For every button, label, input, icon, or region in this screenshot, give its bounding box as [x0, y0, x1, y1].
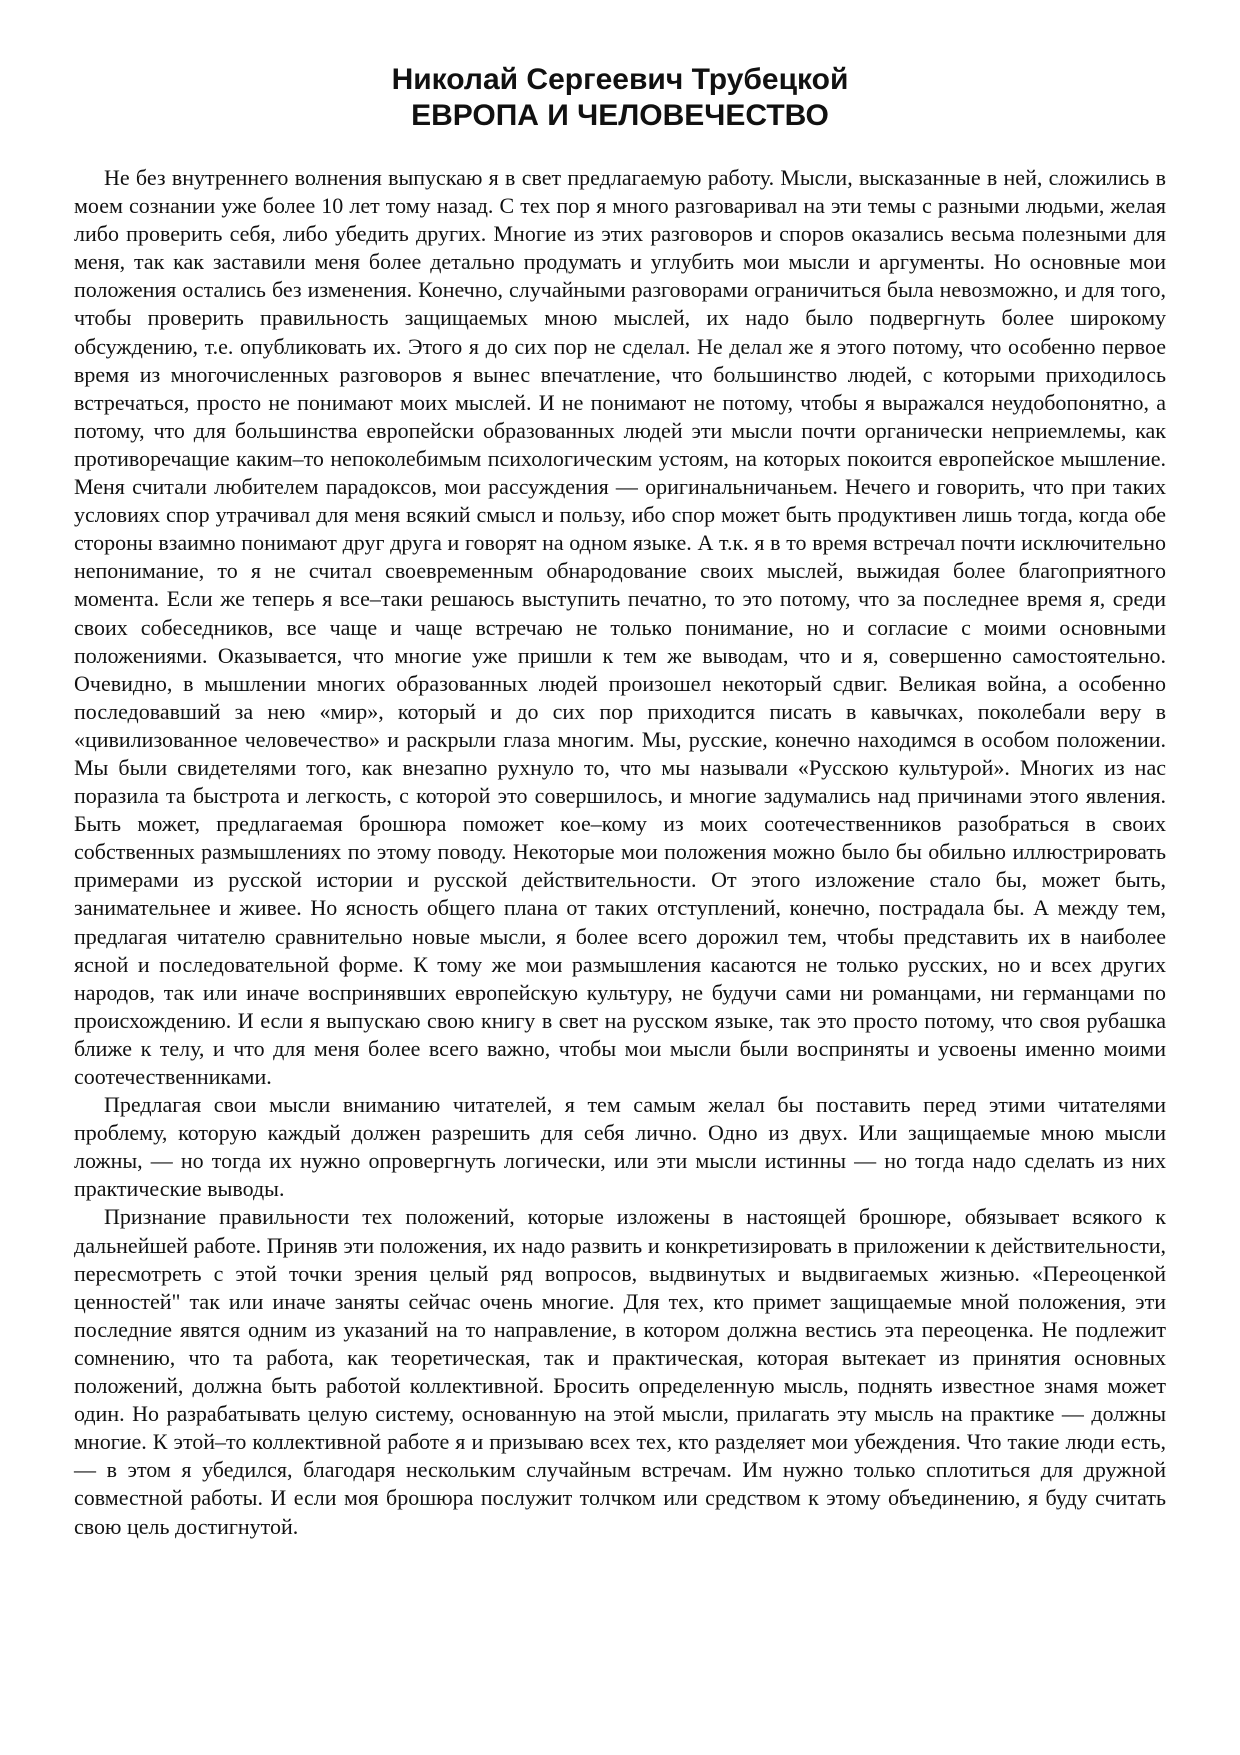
- document-header: [0, 62, 1240, 134]
- document-title: ЕВРОПА И ЧЕЛОВЕЧЕСТВО: [411, 99, 829, 132]
- paragraph-2: Предлагая свои мысли вниманию читателей, я тем самым желал бы поставить перед этими читателями проблему, которую каждый должен разрешить для себя лично. Одно из двух. Или защищаемые мною мысли ложны, — но тогда их нужно опровергнуть логически, или эти мысли истинны — но тогда надо сделать из них практические выводы.: [74, 1092, 1166, 1202]
- paragraph-3: Признание правильности тех положений, которые изложены в настоящей брошюре, обязывает всякого к дальнейшей работе. Приняв эти положения, их надо развить и конкретизировать в приложении к действительности, пересмотреть с этой точки зрения целый ряд вопросов, выдвинутых и выдвигаемых жизнью. «Переоценкой ценностей" так или иначе заняты сейчас очень многие. Для тех, кто примет защищаемые мной положения, эти последние явятся одним из указаний на то направление, в котором должна вестись эта переоценка. Не подлежит сомнению, что та работа, как теоретическая, так и практическая, которая вытекает из принятия основных положений, должна быть работой коллективной. Бросить определенную мысль, поднять известное знамя может один. Но разрабатывать целую систему, основанную на этой мысли, прилагать эту мысль на практике — должны многие. К этой–то коллективной работе я и призываю всех тех, кто разделяет мои убеждения. Что такие люди есть, — в этом я убедился, благодаря нескольким случайным встречам. Им нужно только сплотиться для дружной совместной работы. И если моя брошюра послужит толчком или средством к этому объединению, я буду считать свою цель достигнутой.: [74, 1204, 1166, 1539]
- document-body: [74, 164, 1166, 1541]
- author-name: Николай Сергеевич Трубецкой: [391, 63, 849, 96]
- paragraph-1: Не без внутреннего волнения выпускаю я в свет предлагаемую работу. Мысли, высказанные в ней, сложились в моем сознании уже более 10 лет тому назад. С тех пор я много разговаривал на эти темы с разными людьми, желая либо проверить себя, либо убедить других. Многие из этих разговоров и споров оказались весьма полезными для меня, так как заставили меня более детально продумать и углубить мои мысли и аргументы. Но основные мои положения остались без изменения. Конечно, случайными разговорами ограничиться была невозможно, и для того, чтобы проверить правильность защищаемых мною мыслей, их надо было подвергнуть более широкому обсуждению, т.е. опубликовать их. Этого я до сих пор не сделал. Не делал же я этого потому, что особенно первое время из многочисленных разговоров я вынес впечатление, что большинство людей, с которыми приходилось встречаться, просто не понимают моих мыслей. И не понимают не потому, чтобы я выражался неудобопонятно, а потому, что для большинства европейски образованных людей эти мысли почти органически неприемлемы, как противоречащие каким–то непоколебимым психологическим устоям, на которых покоится европейское мышление. Меня считали любителем парадоксов, мои рассуждения — оригинальничаньем. Нечего и говорить, что при таких условиях спор утрачивал для меня всякий смысл и пользу, ибо спор может быть продуктивен лишь тогда, когда обе стороны взаимно понимают друг друга и говорят на одном языке. А т.к. я в то время встречал почти исключительно непонимание, то я не считал своевременным обнародование своих мыслей, выжидая более благоприятного момента. Если же теперь я все–таки решаюсь выступить печатно, то это потому, что за последнее время я, среди своих собеседников, все чаще и чаще встречаю не только понимание, но и согласие с моими основными положениями. Оказывается, что многие уже пришли к тем же выводам, что и я, совершенно самостоятельно. Очевидно, в мышлении многих образованных людей произошел некоторый сдвиг. Великая война, а особенно последовавший за нею «мир», который и до сих пор приходится писать в кавычках, поколебали веру в «цивилизованное человечество» и раскрыли глаза многим. Мы, русские, конечно находимся в особом положении. Мы были свидетелями того, как внезапно рухнуло то, что мы называли «Русскою культурой». Многих из нас поразила та быстрота и легкость, с которой это совершилось, и многие задумались над причинами этого явления. Быть может, предлагаемая брошюра поможет кое–кому из моих соотечественников разобраться в своих собственных размышлениях по этому поводу. Некоторые мои положения можно было бы обильно иллюстрировать примерами из русской истории и русской действительности. От этого изложение стало бы, может быть, занимательнее и живее. Но ясность общего плана от таких отступлений, конечно, пострадала бы. А между тем, предлагая читателю сравнительно новые мысли, я более всего дорожил тем, чтобы представить их в наиболее ясной и последовательной форме. К тому же мои размышления касаются не только русских, но и всех других народов, так или иначе воспринявших европейскую культуру, не будучи сами ни романцами, ни германцами по происхождению. И если я выпускаю свою книгу в свет на русском языке, так это просто потому, что своя рубашка ближе к телу, и что для меня более всего важно, чтобы мои мысли были восприняты и усвоены именно моими соотечественниками.: [74, 165, 1166, 1089]
